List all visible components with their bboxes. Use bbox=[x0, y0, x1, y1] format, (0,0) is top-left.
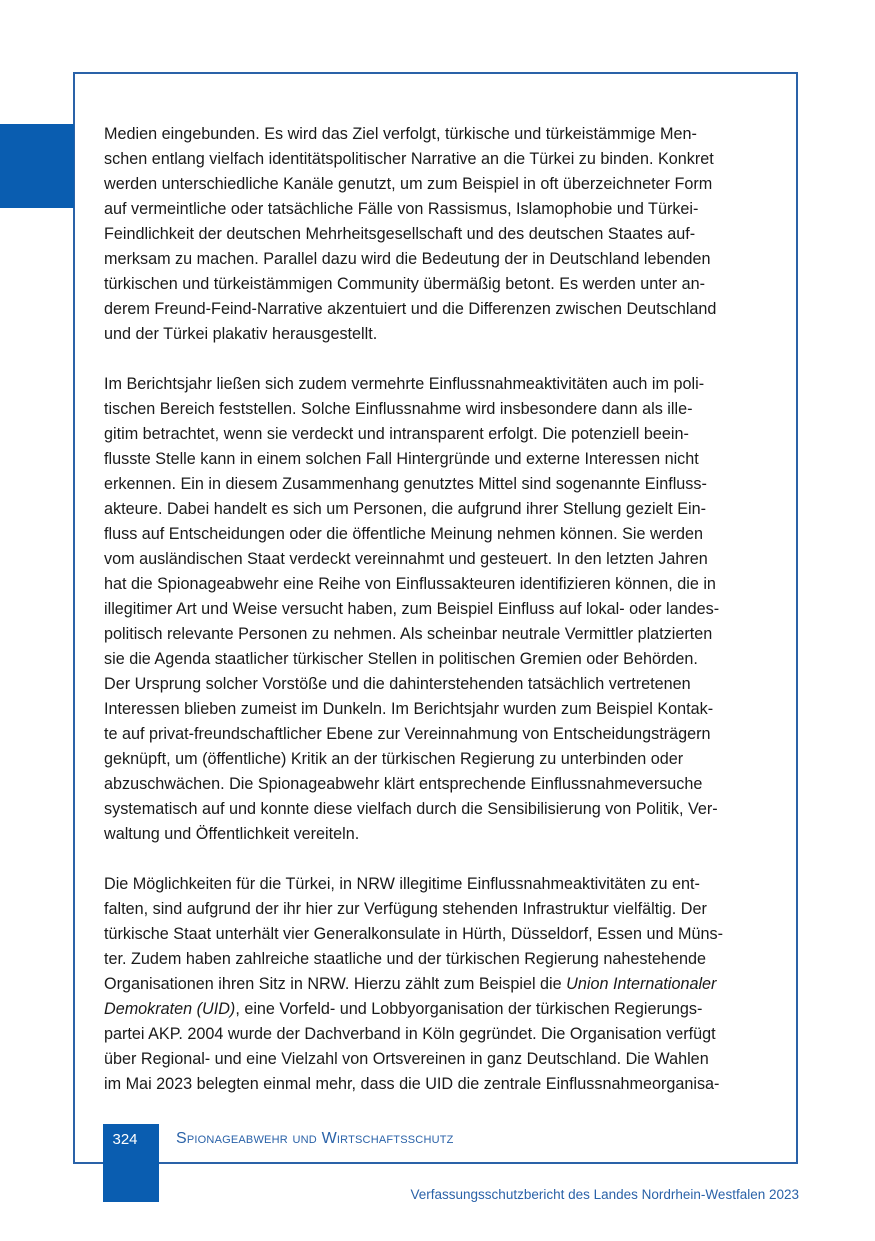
organization-name-italic: Union Internationaler bbox=[566, 975, 717, 993]
chapter-tab-marker bbox=[0, 124, 74, 208]
text-line: und der Türkei plakativ herausgestellt. bbox=[104, 325, 378, 343]
text-line: fluss auf Entscheidungen oder die öffentliche Meinung nehmen können. Sie werden bbox=[104, 525, 704, 543]
text-line: auf vermeintliche oder tatsächliche Fälle von Rassismus, Islamophobie und Türkei- bbox=[104, 200, 699, 218]
text-line: Medien eingebunden. Es wird das Ziel verfolgt, türkische und türkeistämmige Men- bbox=[104, 125, 697, 143]
text-line: akteure. Dabei handelt es sich um Personen, die aufgrund ihrer Stellung gezielt Ein- bbox=[104, 500, 706, 518]
text-line: tischen Bereich feststellen. Solche Einflussnahme wird insbesondere dann als ille- bbox=[104, 400, 693, 418]
text-line: abzuschwächen. Die Spionageabwehr klärt entsprechende Einflussnahmeversuche bbox=[104, 775, 703, 793]
text-line: im Mai 2023 belegten einmal mehr, dass die UID die zentrale Einflussnahmeorganisa- bbox=[104, 1075, 720, 1093]
section-title: Spionageabwehr und Wirtschaftsschutz bbox=[176, 1130, 454, 1147]
text-line: vom ausländischen Staat verdeckt vereinnahmt und gesteuert. In den letzten Jahren bbox=[104, 550, 708, 568]
text-line: Der Ursprung solcher Vorstöße und die dahinterstehenden tatsächlich vertretenen bbox=[104, 675, 691, 693]
text-segment: Organisationen ihren Sitz in NRW. Hierzu zählt zum Beispiel die bbox=[104, 975, 567, 993]
text-line: illegitimer Art und Weise versucht haben, zum Beispiel Einfluss auf lokal- oder landes- bbox=[104, 600, 720, 618]
paragraph-3 bbox=[104, 872, 770, 1097]
text-line bbox=[104, 997, 770, 1022]
text-line: merksam zu machen. Parallel dazu wird die Bedeutung der in Deutschland lebenden bbox=[104, 250, 711, 268]
text-line: erkennen. Ein in diesem Zusammenhang genutztes Mittel sind sogenannte Einfluss- bbox=[104, 475, 707, 493]
text-line: derem Freund-Feind-Narrative akzentuiert und die Differenzen zwischen Deutschland bbox=[104, 300, 717, 318]
report-title: Verfassungsschutzbericht des Landes Nordrhein-Westfalen 2023 bbox=[410, 1187, 799, 1202]
text-line: gitim betrachtet, wenn sie verdeckt und intransparent erfolgt. Die potenziell beein- bbox=[104, 425, 689, 443]
text-line: sie die Agenda staatlicher türkischer Stellen in politischen Gremien oder Behörden. bbox=[104, 650, 698, 668]
text-line: Im Berichtsjahr ließen sich zudem vermehrte Einflussnahmeaktivitäten auch im poli- bbox=[104, 375, 705, 393]
organization-name-italic: Demokraten (UID) bbox=[104, 1000, 236, 1018]
paragraph-2 bbox=[104, 372, 770, 847]
text-line: hat die Spionageabwehr eine Reihe von Einflussakteuren identifizieren können, die in bbox=[104, 575, 716, 593]
text-line bbox=[104, 972, 770, 997]
text-line: systematisch auf und konnte diese vielfach durch die Sensibilisierung von Politik, Ver- bbox=[104, 800, 718, 818]
text-line: werden unterschiedliche Kanäle genutzt, um zum Beispiel in oft überzeichneter Form bbox=[104, 175, 713, 193]
text-line: flusste Stelle kann in einem solchen Fall Hintergründe und externe Interessen nicht bbox=[104, 450, 699, 468]
paragraph-1 bbox=[104, 122, 770, 347]
text-line: ter. Zudem haben zahlreiche staatliche und der türkischen Regierung nahestehende bbox=[104, 950, 707, 968]
page-number: 324 bbox=[112, 1131, 138, 1148]
text-line: politisch relevante Personen zu nehmen. Als scheinbar neutrale Vermittler platzierten bbox=[104, 625, 713, 643]
text-line: türkischen und türkeistämmigen Community übermäßig betont. Es werden unter an- bbox=[104, 275, 706, 293]
text-line: Interessen blieben zumeist im Dunkeln. Im Berichtsjahr wurden zum Beispiel Kontak- bbox=[104, 700, 714, 718]
page-number-box bbox=[103, 1124, 159, 1202]
body-text bbox=[104, 122, 770, 1122]
text-line: geknüpft, um (öffentliche) Kritik an der türkischen Regierung zu unterbinden oder bbox=[104, 750, 684, 768]
text-line: waltung und Öffentlichkeit vereiteln. bbox=[104, 825, 360, 843]
text-line: Die Möglichkeiten für die Türkei, in NRW illegitime Einflussnahmeaktivitäten zu ent- bbox=[104, 875, 700, 893]
text-line: schen entlang vielfach identitätspolitischer Narrative an die Türkei zu binden. Konkret bbox=[104, 150, 714, 168]
text-line: Feindlichkeit der deutschen Mehrheitsgesellschaft und des deutschen Staates auf- bbox=[104, 225, 696, 243]
text-line: partei AKP. 2004 wurde der Dachverband in Köln gegründet. Die Organisation verfügt bbox=[104, 1025, 716, 1043]
text-line: über Regional- und eine Vielzahl von Ortsvereinen in ganz Deutschland. Die Wahlen bbox=[104, 1050, 709, 1068]
text-line: te auf privat-freundschaftlicher Ebene zur Vereinnahmung von Entscheidungsträgern bbox=[104, 725, 711, 743]
text-line: türkische Staat unterhält vier Generalkonsulate in Hürth, Düsseldorf, Essen und Müns- bbox=[104, 925, 724, 943]
text-segment: , eine Vorfeld- und Lobbyorganisation der türkischen Regierungs- bbox=[235, 1000, 703, 1018]
text-line: falten, sind aufgrund der ihr hier zur Verfügung stehenden Infrastruktur vielfältig. Der bbox=[104, 900, 707, 918]
